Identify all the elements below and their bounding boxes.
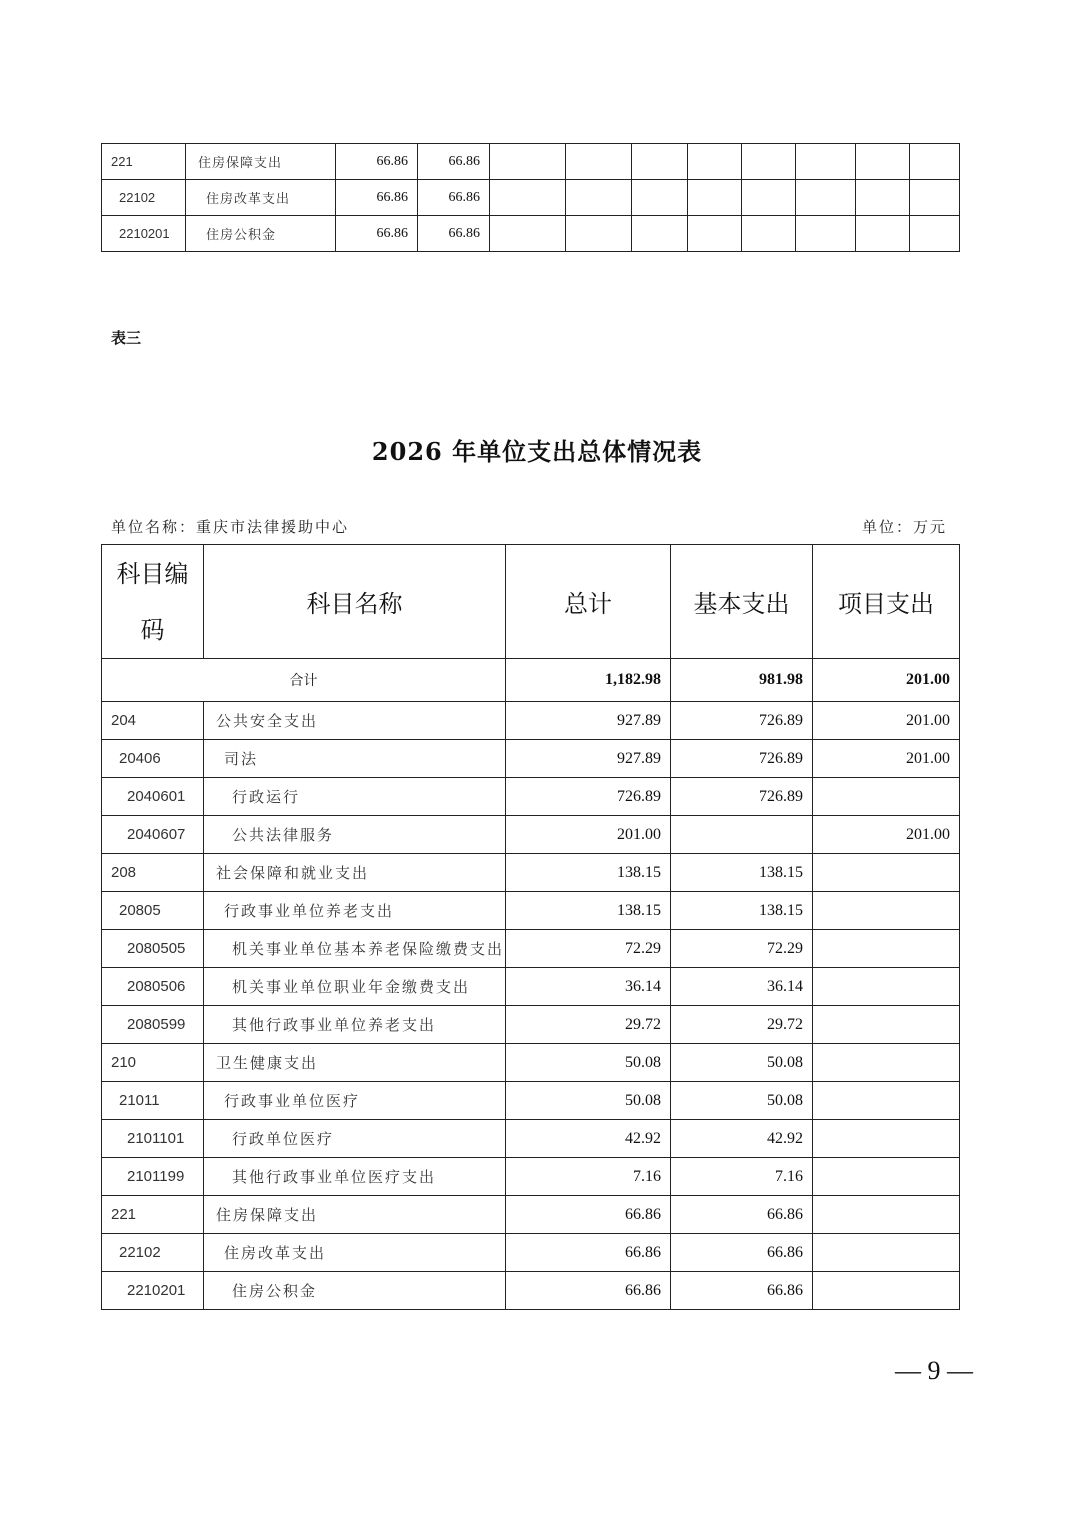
row-name: 住房公积金 bbox=[186, 216, 336, 252]
empty-cell bbox=[688, 180, 742, 216]
table-row bbox=[102, 180, 960, 216]
row-name: 住房公积金 bbox=[204, 1272, 506, 1310]
empty-cell bbox=[632, 216, 688, 252]
row-total: 42.92 bbox=[506, 1120, 671, 1158]
row-basic: 138.15 bbox=[671, 854, 813, 892]
row-basic: 36.14 bbox=[671, 968, 813, 1006]
row-code: 2210201 bbox=[102, 216, 186, 252]
row-basic: 50.08 bbox=[671, 1082, 813, 1120]
row-basic: 726.89 bbox=[671, 778, 813, 816]
empty-cell bbox=[742, 144, 796, 180]
row-code: 22102 bbox=[102, 180, 186, 216]
table-row bbox=[102, 854, 960, 892]
row-basic: 42.92 bbox=[671, 1120, 813, 1158]
row-project bbox=[813, 1082, 960, 1120]
row-project bbox=[813, 892, 960, 930]
empty-cell bbox=[910, 216, 960, 252]
row-basic: 726.89 bbox=[671, 740, 813, 778]
empty-cell bbox=[796, 180, 856, 216]
row-basic: 138.15 bbox=[671, 892, 813, 930]
row-code: 2101101 bbox=[102, 1120, 204, 1158]
row-total: 29.72 bbox=[506, 1006, 671, 1044]
row-project bbox=[813, 1272, 960, 1310]
table-row bbox=[102, 702, 960, 740]
table-row bbox=[102, 1082, 960, 1120]
empty-cell bbox=[566, 180, 632, 216]
table-row bbox=[102, 968, 960, 1006]
empty-cell bbox=[856, 216, 910, 252]
row-name: 司法 bbox=[204, 740, 506, 778]
row-value-1: 66.86 bbox=[336, 216, 418, 252]
row-project: 201.00 bbox=[813, 702, 960, 740]
row-total: 726.89 bbox=[506, 778, 671, 816]
header-code bbox=[102, 545, 204, 659]
row-total: 138.15 bbox=[506, 854, 671, 892]
table-row bbox=[102, 1272, 960, 1310]
row-total: 36.14 bbox=[506, 968, 671, 1006]
row-code: 2101199 bbox=[102, 1158, 204, 1196]
row-code: 210 bbox=[102, 1044, 204, 1082]
page-number: — 9 — bbox=[895, 1356, 973, 1385]
row-basic: 7.16 bbox=[671, 1158, 813, 1196]
row-name: 住房保障支出 bbox=[186, 144, 336, 180]
empty-cell bbox=[490, 216, 566, 252]
table-row bbox=[102, 1158, 960, 1196]
row-name: 住房改革支出 bbox=[204, 1234, 506, 1272]
row-project bbox=[813, 1196, 960, 1234]
row-name: 机关事业单位基本养老保险缴费支出 bbox=[204, 930, 506, 968]
empty-cell bbox=[910, 144, 960, 180]
total-sum: 1,182.98 bbox=[506, 659, 671, 702]
row-project bbox=[813, 778, 960, 816]
row-total: 138.15 bbox=[506, 892, 671, 930]
empty-cell bbox=[856, 180, 910, 216]
row-total: 927.89 bbox=[506, 702, 671, 740]
row-name: 住房保障支出 bbox=[204, 1196, 506, 1234]
total-project: 201.00 bbox=[813, 659, 960, 702]
row-code: 20406 bbox=[102, 740, 204, 778]
row-total: 66.86 bbox=[506, 1196, 671, 1234]
empty-cell bbox=[632, 144, 688, 180]
row-code: 20805 bbox=[102, 892, 204, 930]
continuation-table-body bbox=[102, 144, 960, 252]
table-row bbox=[102, 1120, 960, 1158]
row-project bbox=[813, 968, 960, 1006]
empty-cell bbox=[566, 216, 632, 252]
row-project bbox=[813, 930, 960, 968]
row-name: 卫生健康支出 bbox=[204, 1044, 506, 1082]
row-code: 204 bbox=[102, 702, 204, 740]
empty-cell bbox=[490, 144, 566, 180]
row-total: 66.86 bbox=[506, 1272, 671, 1310]
row-code: 22102 bbox=[102, 1234, 204, 1272]
empty-cell bbox=[566, 144, 632, 180]
row-total: 50.08 bbox=[506, 1044, 671, 1082]
table-label: 表三 bbox=[111, 329, 142, 347]
empty-cell bbox=[688, 144, 742, 180]
empty-cell bbox=[490, 180, 566, 216]
row-basic: 72.29 bbox=[671, 930, 813, 968]
table-row bbox=[102, 816, 960, 854]
row-project: 201.00 bbox=[813, 740, 960, 778]
row-name: 住房改革支出 bbox=[186, 180, 336, 216]
row-code: 2210201 bbox=[102, 1272, 204, 1310]
row-basic: 66.86 bbox=[671, 1234, 813, 1272]
row-name: 公共安全支出 bbox=[204, 702, 506, 740]
table-row bbox=[102, 1234, 960, 1272]
row-value-2: 66.86 bbox=[418, 144, 490, 180]
table-row bbox=[102, 1196, 960, 1234]
row-name: 行政事业单位养老支出 bbox=[204, 892, 506, 930]
row-code: 221 bbox=[102, 144, 186, 180]
row-name: 其他行政事业单位养老支出 bbox=[204, 1006, 506, 1044]
row-code: 2080505 bbox=[102, 930, 204, 968]
empty-cell bbox=[910, 180, 960, 216]
header-basic: 基本支出 bbox=[671, 545, 813, 659]
row-value-2: 66.86 bbox=[418, 216, 490, 252]
table-row bbox=[102, 892, 960, 930]
row-name: 行政单位医疗 bbox=[204, 1120, 506, 1158]
row-name: 其他行政事业单位医疗支出 bbox=[204, 1158, 506, 1196]
row-code: 2040607 bbox=[102, 816, 204, 854]
row-name: 公共法律服务 bbox=[204, 816, 506, 854]
row-total: 72.29 bbox=[506, 930, 671, 968]
row-total: 50.08 bbox=[506, 1082, 671, 1120]
row-basic bbox=[671, 816, 813, 854]
row-project bbox=[813, 1044, 960, 1082]
row-project bbox=[813, 1158, 960, 1196]
empty-cell bbox=[742, 180, 796, 216]
empty-cell bbox=[796, 216, 856, 252]
header-project: 项目支出 bbox=[813, 545, 960, 659]
row-code: 221 bbox=[102, 1196, 204, 1234]
empty-cell bbox=[796, 144, 856, 180]
header-code-line2: 码 bbox=[140, 615, 165, 644]
expenditure-table-body bbox=[102, 545, 960, 1310]
row-project bbox=[813, 1006, 960, 1044]
row-code: 21011 bbox=[102, 1082, 204, 1120]
unit-name: 单位名称：重庆市法律援助中心 bbox=[111, 518, 350, 536]
row-value-1: 66.86 bbox=[336, 144, 418, 180]
table-row bbox=[102, 740, 960, 778]
page-title: 2026 年单位支出总体情况表 bbox=[371, 437, 703, 466]
row-total: 201.00 bbox=[506, 816, 671, 854]
row-code: 2080506 bbox=[102, 968, 204, 1006]
row-name: 社会保障和就业支出 bbox=[204, 854, 506, 892]
row-code: 2080599 bbox=[102, 1006, 204, 1044]
row-total: 927.89 bbox=[506, 740, 671, 778]
total-label: 合计 bbox=[102, 659, 506, 702]
header-code-line1: 科目编 bbox=[116, 559, 189, 588]
expenditure-table bbox=[101, 544, 960, 1310]
continuation-table bbox=[101, 143, 960, 252]
total-basic: 981.98 bbox=[671, 659, 813, 702]
row-name: 行政事业单位医疗 bbox=[204, 1082, 506, 1120]
empty-cell bbox=[688, 216, 742, 252]
row-name: 行政运行 bbox=[204, 778, 506, 816]
table-row bbox=[102, 1044, 960, 1082]
total-row bbox=[102, 659, 960, 702]
empty-cell bbox=[632, 180, 688, 216]
table-row bbox=[102, 216, 960, 252]
empty-cell bbox=[742, 216, 796, 252]
row-total: 7.16 bbox=[506, 1158, 671, 1196]
row-basic: 50.08 bbox=[671, 1044, 813, 1082]
row-basic: 66.86 bbox=[671, 1196, 813, 1234]
empty-cell bbox=[856, 144, 910, 180]
table-row bbox=[102, 930, 960, 968]
table-row bbox=[102, 1006, 960, 1044]
header-name: 科目名称 bbox=[204, 545, 506, 659]
row-basic: 29.72 bbox=[671, 1006, 813, 1044]
row-value-2: 66.86 bbox=[418, 180, 490, 216]
row-basic: 726.89 bbox=[671, 702, 813, 740]
row-value-1: 66.86 bbox=[336, 180, 418, 216]
header-total: 总计 bbox=[506, 545, 671, 659]
table-row bbox=[102, 778, 960, 816]
row-project bbox=[813, 1234, 960, 1272]
row-project bbox=[813, 1120, 960, 1158]
row-total: 66.86 bbox=[506, 1234, 671, 1272]
row-name: 机关事业单位职业年金缴费支出 bbox=[204, 968, 506, 1006]
row-basic: 66.86 bbox=[671, 1272, 813, 1310]
row-project: 201.00 bbox=[813, 816, 960, 854]
unit-label: 单位：万元 bbox=[861, 518, 947, 536]
row-project bbox=[813, 854, 960, 892]
table-header-row bbox=[102, 545, 960, 659]
row-code: 2040601 bbox=[102, 778, 204, 816]
row-code: 208 bbox=[102, 854, 204, 892]
table-row bbox=[102, 144, 960, 180]
